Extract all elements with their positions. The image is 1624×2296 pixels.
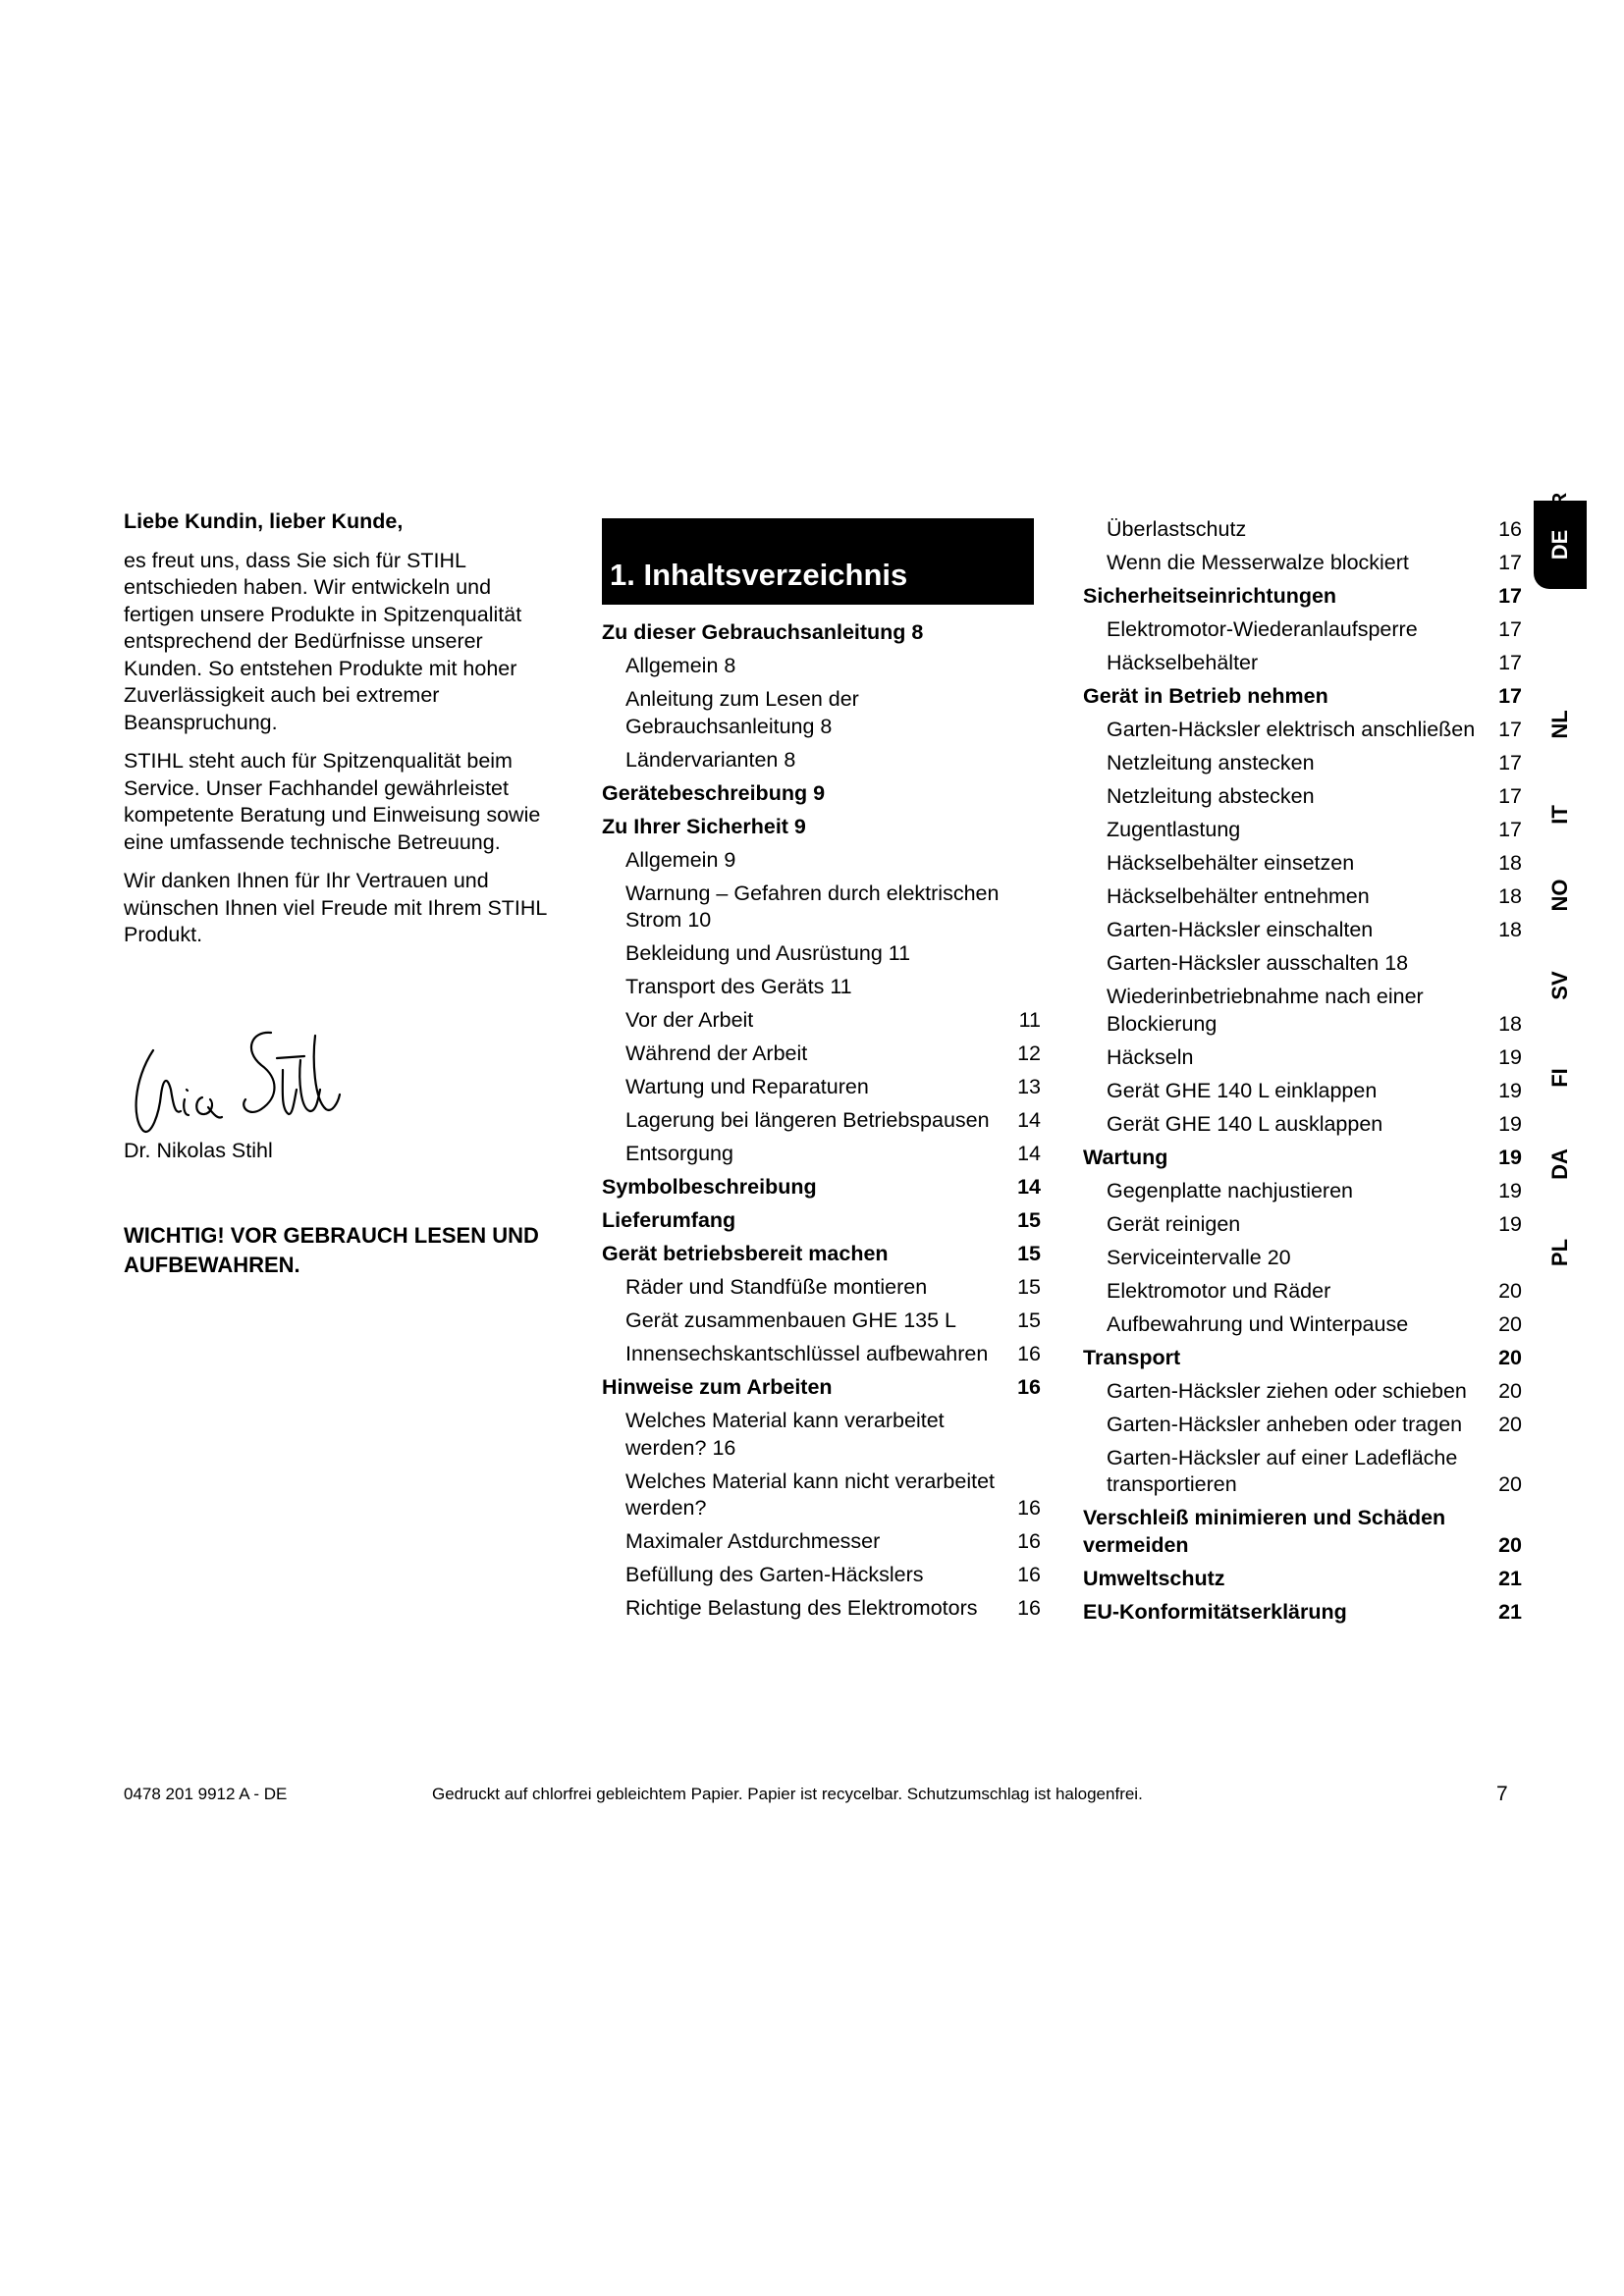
intro-letter xyxy=(124,508,566,961)
toc-entry-page: 17 xyxy=(1498,551,1522,574)
toc-entry-page: 20 xyxy=(1498,1532,1522,1557)
intro-paragraph-3: Wir danken Ihnen für Ihr Vertrauen und wünschen Ihnen viel Freude mit Ihrem STIHL Produkt. xyxy=(124,869,547,946)
toc-subsection-entry[interactable] xyxy=(602,683,1041,744)
toc-entry-page: 15 xyxy=(1017,1275,1041,1299)
toc-entry-text: Räder und Standfüße montieren xyxy=(625,1275,928,1299)
toc-subsection-entry[interactable] xyxy=(602,1004,1041,1038)
toc-section-entry[interactable] xyxy=(602,1238,1041,1271)
toc-entry-text: Zugentlastung xyxy=(1107,818,1241,841)
toc-section-entry[interactable] xyxy=(1083,1502,1522,1563)
toc-entry-page: 15 xyxy=(1017,1208,1041,1232)
toc-entry-text: Lieferumfang xyxy=(602,1208,736,1232)
toc-entry-page: 16 xyxy=(1017,1529,1041,1553)
toc-subsection-entry[interactable] xyxy=(1083,881,1522,914)
toc-entry-page: 19 xyxy=(1498,1044,1522,1069)
toc-subsection-entry[interactable] xyxy=(602,1305,1041,1338)
toc-entry-page: 15 xyxy=(1017,1242,1041,1265)
toc-section-entry[interactable] xyxy=(1083,1342,1522,1375)
toc-subsection-entry[interactable] xyxy=(1083,1108,1522,1142)
toc-entry-page: 17 xyxy=(1498,784,1522,808)
toc-entry-text: Transport des Geräts 11 xyxy=(625,975,852,998)
language-tab-no[interactable]: NO xyxy=(1547,879,1572,912)
toc-subsection-entry[interactable] xyxy=(1083,1242,1522,1275)
toc-subsection-entry[interactable] xyxy=(602,1271,1041,1305)
toc-subsection-entry[interactable] xyxy=(1083,1041,1522,1075)
toc-subsection-entry[interactable] xyxy=(1083,513,1522,547)
toc-entry-text: Garten-Häcksler auf einer Ladefläche transportieren xyxy=(1107,1445,1458,1496)
toc-entry-text: Zu Ihrer Sicherheit 9 xyxy=(602,814,806,838)
signature-image xyxy=(124,1021,350,1139)
toc-entry-text: Richtige Belastung des Elektromotors xyxy=(625,1596,978,1620)
toc-entry-page: 20 xyxy=(1498,1472,1522,1496)
toc-title: 1. Inhaltsverzeichnis xyxy=(610,558,908,592)
toc-entry-text: Während der Arbeit xyxy=(625,1041,808,1065)
toc-entry-text: Verschleiß minimieren und Schäden vermeiden xyxy=(1083,1506,1446,1557)
important-notice: WICHTIG! VOR GEBRAUCH LESEN UND AUFBEWAHREN. xyxy=(124,1223,539,1277)
toc-entry-text: Elektromotor und Räder xyxy=(1107,1278,1331,1303)
toc-entry-page: 14 xyxy=(1017,1142,1041,1165)
toc-subsection-entry[interactable] xyxy=(1083,780,1522,814)
toc-entry-text: Allgemein 8 xyxy=(625,654,736,677)
toc-entry-page: 17 xyxy=(1498,751,1522,774)
document-code: 0478 201 9912 A - DE xyxy=(124,1785,288,1803)
paper-note: Gedruckt auf chlorfrei gebleichtem Papier. Papier ist recycelbar. Schutzumschlag ist halogenfrei. xyxy=(432,1785,1143,1803)
toc-title-box xyxy=(602,518,1034,605)
toc-entry-text: Garten-Häcksler einschalten xyxy=(1107,918,1374,941)
greeting: Liebe Kundin, lieber Kunde, xyxy=(124,509,404,533)
language-label-partial: R xyxy=(1548,492,1571,507)
toc-subsection-entry[interactable] xyxy=(602,1071,1041,1104)
toc-section-entry[interactable] xyxy=(602,616,1041,650)
toc-subsection-entry[interactable] xyxy=(1083,647,1522,680)
toc-entry-page: 17 xyxy=(1498,651,1522,674)
toc-section-entry[interactable] xyxy=(1083,680,1522,714)
toc-subsection-entry[interactable] xyxy=(1083,1375,1522,1409)
toc-section-entry[interactable] xyxy=(602,1171,1041,1204)
toc-entry-text: Umweltschutz xyxy=(1083,1566,1225,1590)
intro-paragraph-1: es freut uns, dass Sie sich für STIHL entschieden haben. Wir entwickeln und fertigen unsere Produkte in Spitzenqualität entsprechend der Bedürfnisse unserer Kunden. So entstehen Produkte mit hoher Zuverlässigkeit auch bei extremer Beanspruchung. xyxy=(124,548,522,734)
toc-entry-page: 16 xyxy=(1017,1342,1041,1365)
toc-entry-page: 13 xyxy=(1017,1075,1041,1098)
toc-entry-text: Häckselbehälter einsetzen xyxy=(1107,851,1355,875)
toc-entry-text: Symbolbeschreibung xyxy=(602,1175,817,1199)
toc-entry-text: Gerät betriebsbereit machen xyxy=(602,1242,889,1265)
toc-subsection-entry[interactable] xyxy=(1083,814,1522,847)
toc-entry-page: 19 xyxy=(1498,1111,1522,1136)
toc-entry-page: 16 xyxy=(1017,1596,1041,1620)
toc-subsection-entry[interactable] xyxy=(1083,1075,1522,1108)
toc-entry-page: 20 xyxy=(1498,1345,1522,1369)
toc-entry-text: Wartung xyxy=(1083,1145,1168,1169)
toc-entry-page: 12 xyxy=(1017,1041,1041,1065)
toc-subsection-entry[interactable] xyxy=(1083,1442,1522,1503)
toc-entry-text: Maximaler Astdurchmesser xyxy=(625,1529,881,1553)
toc-subsection-entry[interactable] xyxy=(1083,1208,1522,1242)
toc-entry-text: Allgemein 9 xyxy=(625,847,736,872)
toc-entry-page: 18 xyxy=(1498,884,1522,908)
toc-subsection-entry[interactable] xyxy=(1083,1409,1522,1442)
toc-entry-page: 20 xyxy=(1498,1378,1522,1403)
toc-entry-text: Häckselbehälter xyxy=(1107,651,1259,674)
toc-entry-text: Warnung – Gefahren durch elektrischen Strom 10 xyxy=(625,881,1000,932)
toc-entry-text: Gerät GHE 140 L einklappen xyxy=(1107,1078,1378,1102)
toc-subsection-entry[interactable] xyxy=(1083,1175,1522,1208)
toc-subsection-entry[interactable] xyxy=(1083,947,1522,981)
language-tab-nl[interactable]: NL xyxy=(1547,710,1572,739)
toc-entry-page: 14 xyxy=(1017,1175,1041,1199)
toc-entry-text: Transport xyxy=(1083,1345,1181,1369)
toc-entry-text: Gerät reinigen xyxy=(1107,1211,1241,1236)
toc-entry-text: Zu dieser Gebrauchsanleitung 8 xyxy=(602,620,924,644)
toc-subsection-entry[interactable] xyxy=(1083,847,1522,881)
toc-section-entry[interactable] xyxy=(602,811,1041,844)
toc-entry-text: Welches Material kann nicht verarbeitet werden? xyxy=(625,1468,996,1520)
toc-section-entry[interactable] xyxy=(1083,1563,1522,1596)
toc-entry-page: 11 xyxy=(1018,1008,1041,1032)
toc-entry-text: Wartung und Reparaturen xyxy=(625,1075,869,1098)
toc-subsection-entry[interactable] xyxy=(602,1104,1041,1138)
toc-entry-text: Netzleitung abstecken xyxy=(1107,784,1315,808)
toc-entry-text: Garten-Häcksler anheben oder tragen xyxy=(1107,1412,1463,1436)
toc-entry-page: 16 xyxy=(1498,517,1522,541)
toc-subsection-entry[interactable] xyxy=(602,1466,1041,1526)
toc-section-entry[interactable] xyxy=(1083,1142,1522,1175)
toc-entry-text: Befüllung des Garten-Häckslers xyxy=(625,1563,924,1586)
toc-subsection-entry[interactable] xyxy=(602,744,1041,777)
toc-subsection-entry[interactable] xyxy=(602,937,1041,971)
toc-entry-page: 17 xyxy=(1498,584,1522,608)
toc-subsection-entry[interactable] xyxy=(602,971,1041,1004)
language-tab-pl[interactable]: PL xyxy=(1547,1238,1572,1267)
toc-entry-text: Serviceintervalle 20 xyxy=(1107,1245,1291,1269)
toc-subsection-entry[interactable] xyxy=(1083,747,1522,780)
toc-entry-page: 18 xyxy=(1498,851,1522,875)
toc-entry-text: Garten-Häcksler elektrisch anschließen xyxy=(1107,718,1476,741)
toc-entry-text: Aufbewahrung und Winterpause xyxy=(1107,1311,1409,1336)
toc-entry-page: 17 xyxy=(1498,818,1522,841)
toc-entry-text: Vor der Arbeit xyxy=(625,1008,754,1032)
intro-paragraph-2: STIHL steht auch für Spitzenqualität beim Service. Unser Fachhandel gewährleistet kompetente Beratung und Einweisung sowie eine umfassende technische Betreuung. xyxy=(124,749,541,854)
toc-entry-text: Wiederinbetriebnahme nach einer Blockierung xyxy=(1107,985,1424,1036)
signer-name: Dr. Nikolas Stihl xyxy=(124,1139,273,1162)
toc-entry-page: 17 xyxy=(1498,684,1522,708)
toc-entry-page: 17 xyxy=(1498,617,1522,641)
toc-entry-text: Wenn die Messerwalze blockiert xyxy=(1107,551,1409,574)
toc-column-right xyxy=(1083,513,1522,1629)
toc-section-entry[interactable] xyxy=(602,1371,1041,1405)
toc-entry-page: 18 xyxy=(1498,918,1522,941)
language-tab-it[interactable]: IT xyxy=(1547,805,1572,825)
toc-entry-text: Sicherheitseinrichtungen xyxy=(1083,584,1337,608)
toc-subsection-entry[interactable] xyxy=(1083,1308,1522,1342)
toc-entry-text: Gerät in Betrieb nehmen xyxy=(1083,684,1328,708)
toc-entry-text: Häckseln xyxy=(1107,1044,1194,1069)
toc-entry-page: 20 xyxy=(1498,1311,1522,1336)
toc-entry-page: 21 xyxy=(1498,1599,1522,1624)
toc-entry-text: Überlastschutz xyxy=(1107,517,1247,541)
toc-subsection-entry[interactable] xyxy=(1083,914,1522,947)
toc-entry-page: 14 xyxy=(1017,1108,1041,1132)
toc-entry-page: 16 xyxy=(1017,1496,1041,1520)
language-label-active: DE xyxy=(1547,529,1572,561)
toc-entry-text: Lagerung bei längeren Betriebspausen xyxy=(625,1108,990,1132)
toc-entry-text: Entsorgung xyxy=(625,1142,733,1165)
toc-entry-text: Gerätebeschreibung 9 xyxy=(602,780,826,805)
toc-entry-text: Elektromotor-Wiederanlaufsperre xyxy=(1107,617,1418,641)
toc-entry-text: Netzleitung anstecken xyxy=(1107,751,1315,774)
toc-subsection-entry[interactable] xyxy=(602,1525,1041,1559)
toc-entry-page: 16 xyxy=(1017,1563,1041,1586)
toc-entry-text: Garten-Häcksler ziehen oder schieben xyxy=(1107,1378,1467,1403)
toc-section-entry[interactable] xyxy=(602,1204,1041,1238)
toc-entry-page: 19 xyxy=(1498,1078,1522,1102)
toc-subsection-entry[interactable] xyxy=(602,878,1041,938)
toc-section-entry[interactable] xyxy=(602,777,1041,811)
toc-entry-text: Gerät zusammenbauen GHE 135 L xyxy=(625,1308,957,1332)
toc-subsection-entry[interactable] xyxy=(602,1138,1041,1171)
toc-entry-text: Ländervarianten 8 xyxy=(625,747,796,772)
toc-entry-text: Hinweise zum Arbeiten xyxy=(602,1375,833,1399)
toc-entry-text: Garten-Häcksler ausschalten 18 xyxy=(1107,951,1409,975)
toc-entry-text: Häckselbehälter entnehmen xyxy=(1107,884,1370,908)
toc-column-middle xyxy=(602,616,1041,1626)
toc-entry-page: 16 xyxy=(1017,1375,1041,1399)
toc-entry-text: Gerät GHE 140 L ausklappen xyxy=(1107,1111,1383,1136)
toc-subsection-entry[interactable] xyxy=(1083,714,1522,747)
toc-subsection-entry[interactable] xyxy=(1083,1275,1522,1308)
toc-subsection-entry[interactable] xyxy=(602,1338,1041,1371)
toc-subsection-entry[interactable] xyxy=(602,844,1041,878)
toc-subsection-entry[interactable] xyxy=(1083,614,1522,647)
language-tab-sv[interactable]: SV xyxy=(1547,971,1572,1000)
toc-entry-page: 21 xyxy=(1498,1566,1522,1590)
toc-entry-page: 19 xyxy=(1498,1178,1522,1202)
toc-subsection-entry[interactable] xyxy=(1083,547,1522,580)
toc-entry-text: Bekleidung und Ausrüstung 11 xyxy=(625,941,911,965)
toc-section-entry[interactable] xyxy=(1083,1596,1522,1629)
toc-subsection-entry[interactable] xyxy=(602,650,1041,683)
toc-entry-text: Innensechskantschlüssel aufbewahren xyxy=(625,1342,989,1365)
toc-subsection-entry[interactable] xyxy=(602,1405,1041,1466)
toc-entry-page: 15 xyxy=(1017,1308,1041,1332)
language-tab-da[interactable]: DA xyxy=(1547,1148,1572,1180)
toc-entry-page: 20 xyxy=(1498,1278,1522,1303)
toc-entry-page: 18 xyxy=(1498,1011,1522,1036)
toc-subsection-entry[interactable] xyxy=(1083,981,1522,1041)
toc-entry-page: 20 xyxy=(1498,1412,1522,1436)
toc-entry-text: EU-Konformitätserklärung xyxy=(1083,1599,1347,1624)
toc-subsection-entry[interactable] xyxy=(602,1559,1041,1592)
toc-subsection-entry[interactable] xyxy=(602,1592,1041,1626)
toc-entry-page: 17 xyxy=(1498,718,1522,741)
toc-entry-text: Gegenplatte nachjustieren xyxy=(1107,1178,1354,1202)
toc-subsection-entry[interactable] xyxy=(602,1038,1041,1071)
toc-entry-text: Welches Material kann verarbeitet werden? 16 xyxy=(625,1409,945,1460)
language-tab-fi[interactable]: FI xyxy=(1547,1068,1572,1088)
toc-entry-page: 19 xyxy=(1498,1211,1522,1236)
toc-section-entry[interactable] xyxy=(1083,580,1522,614)
page-number: 7 xyxy=(1496,1783,1508,1805)
toc-entry-text: Anleitung zum Lesen der Gebrauchsanleitung 8 xyxy=(625,687,859,738)
toc-entry-page: 19 xyxy=(1498,1145,1522,1169)
